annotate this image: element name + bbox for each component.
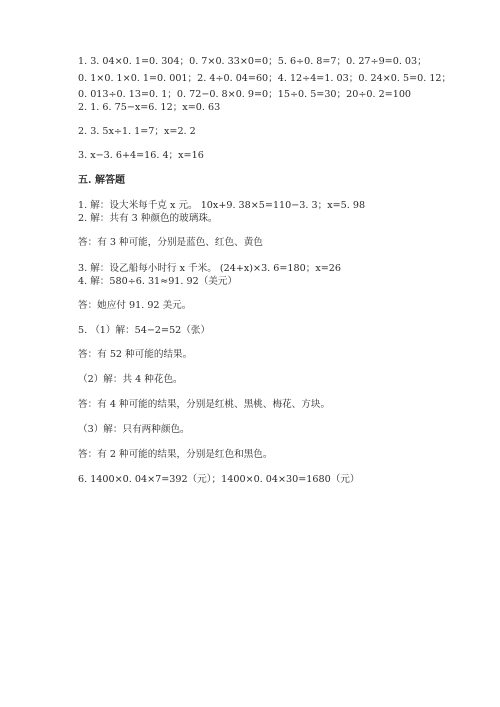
answer-line-5: 2. 3. 5x÷1. 1=7；x=2. 2 [78,126,196,137]
answer-line-15: （2）解：共 4 种花色。 [78,374,183,385]
answer-line-3: 0. 013÷0. 13=0. 1；0. 72−0. 8×0. 9=0；15÷0. 5=30；20÷0. 2=100 [78,89,412,100]
answer-line-13: 5. （1）解：54−2=52（张） [78,325,211,336]
answer-line-17: （3）解：只有两种颜色。 [78,424,190,435]
answer-line-9: 答：有 3 种可能，分别是蓝色、红色、黄色 [78,237,263,248]
answer-line-11: 4. 解：580÷6. 31≈91. 92（美元） [78,276,238,287]
section-heading: 五. 解答题 [78,175,125,186]
answer-line-19: 6. 1400×0. 04×7=392（元）；1400×0. 04×30=1680（元） [78,474,360,485]
answer-line-10: 3. 解：设乙船每小时行 x 千米。 (24+x)×3. 6=180；x=26 [78,263,341,274]
answer-line-7: 1. 解：设大米每千克 x 元。 10x+9. 38×5=110−3. 3；x=5. 98 [78,200,366,211]
answer-line-8: 2. 解：共有 3 种颜色的玻璃珠。 [78,213,218,224]
answer-line-14: 答：有 52 种可能的结果。 [78,349,193,360]
answer-line-6: 3. x−3. 6+4=16. 4；x=16 [78,150,204,161]
answer-line-18: 答：有 2 种可能的结果，分别是红色和黑色。 [78,449,273,460]
answer-line-16: 答：有 4 种可能的结果，分别是红桃、黑桃、梅花、方块。 [78,399,331,410]
answer-line-2: 0. 1×0. 1×0. 1=0. 001；2. 4÷0. 04=60；4. 12÷4=1. 03；0. 24×0. 5=0. 12； [78,73,452,84]
answer-line-12: 答：她应付 91. 92 美元。 [78,300,192,311]
answer-line-4: 2. 1. 6. 75−x=6. 12；x=0. 63 [78,102,221,113]
answer-line-1: 1. 3. 04×0. 1=0. 304；0. 7×0. 33×0=0；5. 6÷0. 8=7；0. 27÷9=0. 03； [78,56,427,67]
